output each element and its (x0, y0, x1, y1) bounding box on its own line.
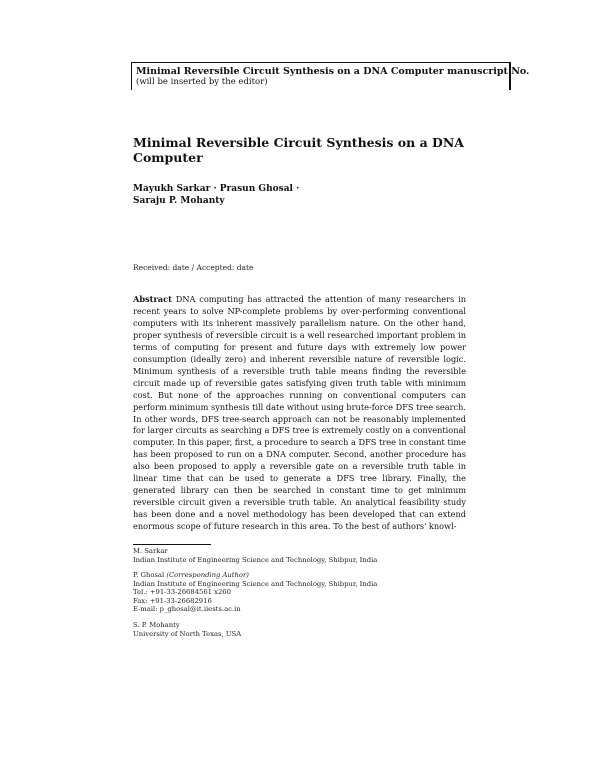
paper-title: Minimal Reversible Circuit Synthesis on a DNA Computer (133, 135, 464, 165)
affil-tel: Tel.: +91-33-26684561 x260 (133, 588, 231, 597)
affil-fax: Fax: +91-33-26682916 (133, 596, 212, 605)
affil-name: S. P. Mohanty (133, 621, 180, 629)
affil-institution: University of North Texas, USA (133, 629, 242, 638)
affil-name: P. Ghosal (133, 571, 165, 579)
editor-note: (will be inserted by the editor) (136, 77, 268, 87)
affil-email: E-mail: p_ghosal@it.iiests.ac.in (133, 605, 241, 614)
running-header (131, 62, 530, 90)
affil-name: M. Sarkar (133, 547, 168, 555)
received-date: Received: date / Accepted: date (133, 263, 254, 272)
authors-line-1: Mayukh Sarkar · Prasun Ghosal · (133, 184, 300, 194)
affiliation-sarkar (133, 547, 377, 564)
footnote-rule (133, 544, 211, 545)
authors-line-2: Saraju P. Mohanty (133, 196, 225, 206)
affil-role: (Corresponding Author) (166, 571, 249, 579)
abstract-label: Abstract (133, 294, 172, 304)
affil-institution: Indian Institute of Engineering Science and Technology, Shibpur, India (133, 579, 378, 588)
affil-name-line (133, 571, 377, 580)
affil-institution: Indian Institute of Engineering Science and Technology, Shibpur, India (133, 555, 378, 564)
running-title: Minimal Reversible Circuit Synthesis on a DNA Computer manuscript No. (136, 66, 530, 77)
author-list (133, 183, 433, 207)
affiliation-mohanty (133, 621, 241, 638)
affiliation-ghosal (133, 571, 377, 614)
abstract-text: DNA computing has attracted the attention of many researchers in recent years to solve NP-complete problems by over-performing conventional computers with its inherent massively parallelism nature. On the other hand, proper synthesis of reversible circuit is a well researched important problem in terms of computing for present and future days with extremely low power consumption (ideally zero) and inherent reversible nature of reversible logic. Minimum synthesis of a reversible truth table means finding the reversible circuit made up of reversible gates satisfying given truth table with minimum cost. But none of the approaches running on conventional computers can perform minimum synthesis till date without using brute-force DFS tree search. In other words, DFS tree-search approach can not be reasonably implemented for larger circuits as searching a DFS tree is extremely costly on a conventional computer. In this paper, first, a procedure to search a DFS tree in constant time has been proposed to run on a DNA computer. Second, another procedure has also been proposed to apply a reversible gate on a reversible truth table in linear time that can be used to generate a DFS tree library. Finally, the generated library can then be searched in constant time to get minimum reversible circuit given a reversible truth table. An analytical feasibility study has been done and a novel methodology has been developed that can extend enormous scope of future research in this area. To the best of authors' knowl- (133, 294, 466, 532)
abstract (133, 294, 466, 533)
